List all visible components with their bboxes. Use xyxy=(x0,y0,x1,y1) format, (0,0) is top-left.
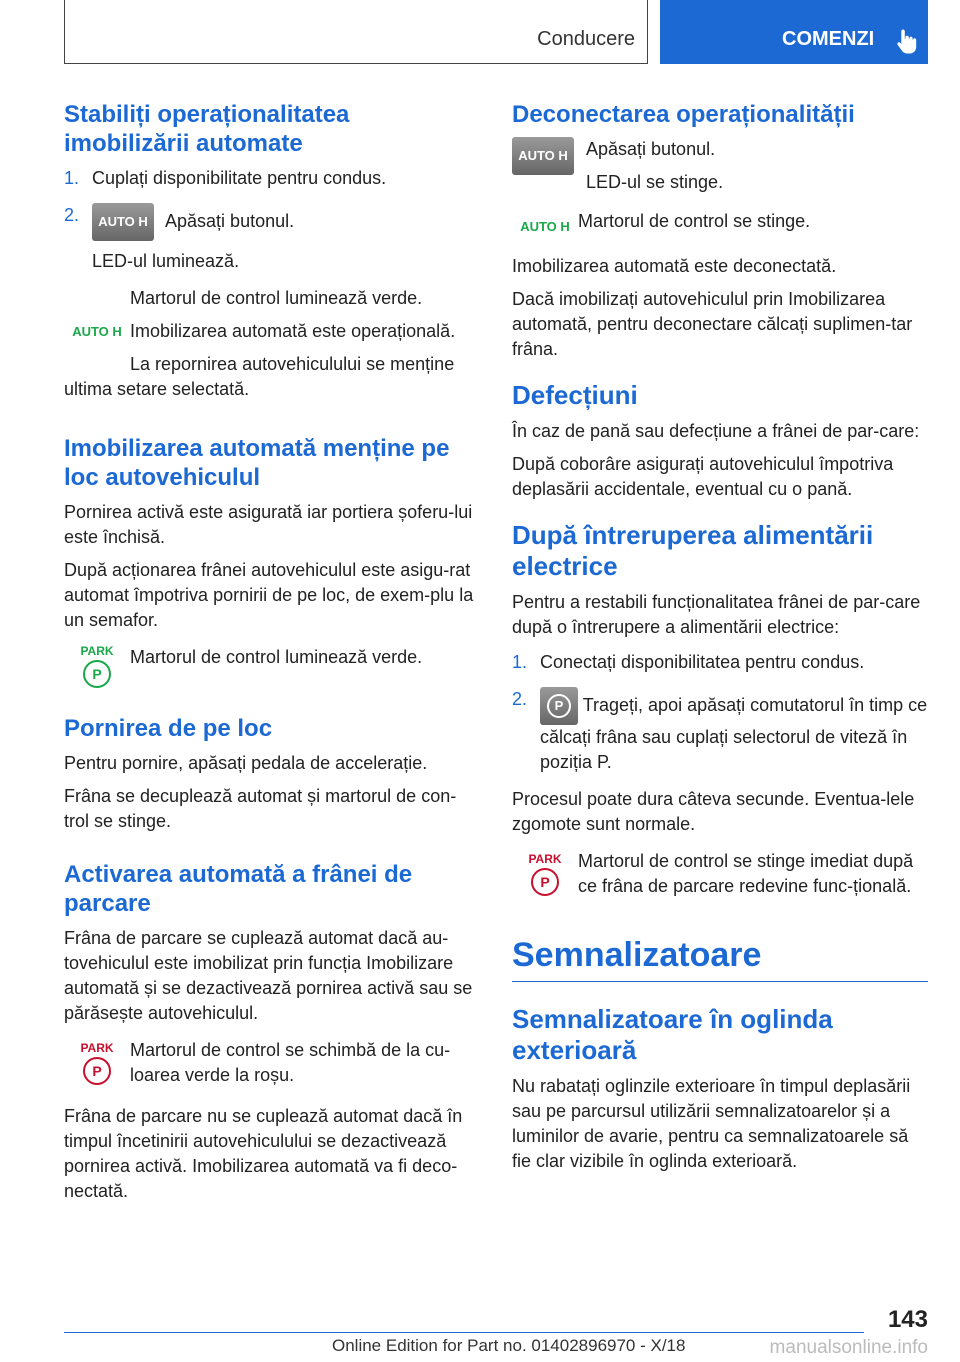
indicator-block: AUTO H Martorul de control luminează verde. Imobilizarea automată este operațională. La repornirea autovehiculului se menține xyxy=(72,288,456,374)
indicator-block: PARK P Martorul de control se stinge imediat după ce frâna de parcare redevine func-țională. xyxy=(528,851,914,896)
hand-pointer-icon xyxy=(896,28,918,54)
auto-h-indicator-icon: AUTO H xyxy=(520,219,570,234)
heading-mentine: Imobilizarea automată menține pe loc autovehiculul xyxy=(64,435,450,491)
indicator-block: AUTO H Apăsați butonul. LED-ul se stinge. xyxy=(512,137,928,195)
list-item: 1. Cuplați disponibilitate pentru condus. xyxy=(64,168,387,188)
park-red-indicator-icon: PARK P xyxy=(528,853,561,896)
tab-comenzi-label: COMENZI xyxy=(782,28,875,50)
auto-h-indicator-icon: AUTO H xyxy=(72,324,122,339)
heading-dupa: După întreruperea alimentării electrice xyxy=(512,520,874,581)
parking-brake-switch-icon: P xyxy=(540,687,578,725)
indicator-block: PARK P Martorul de control se schimbă de la cu-loarea verde la roșu. xyxy=(80,1040,451,1085)
heading-defectiuni: Defecțiuni xyxy=(512,380,638,410)
edition-text: Online Edition for Part no. 01402896970 - X/18 xyxy=(332,1336,686,1355)
list-item: 1. Conectați disponibilitatea pentru condus. xyxy=(512,652,865,672)
section-title: Conducere xyxy=(537,28,635,50)
list-item: 2. P Trageți, apoi apăsați comutatorul în timp ce călcați frâna sau cuplați selectorul de viteză în poziția P. xyxy=(512,689,928,772)
heading-pornirea: Pornirea de pe loc xyxy=(64,715,273,742)
footer-divider xyxy=(64,1332,864,1333)
indicator-block: AUTO H Martorul de control se stinge. xyxy=(520,211,811,234)
auto-h-button-icon: AUTO H xyxy=(512,137,574,175)
section-divider xyxy=(512,981,928,982)
park-red-indicator-icon: PARK P xyxy=(80,1042,113,1085)
heading-deconectarea: Deconectarea operaționalității xyxy=(512,101,855,128)
heading-activarea: Activarea automată a frânei de parcare xyxy=(64,861,413,917)
left-column: Stabiliți operaționalitatea imobilizării automate 1. Cuplați disponibilitate pentru condus. 2. AUTO H Apăsați butonul. LED-ul luminează. AUTO H Martorul de control luminează verde. Imobilizarea automată este operațională. La repornirea autovehiculului se menține ultima setare selectată. Imobilizarea automată menține pe loc autovehiculul Pornirea activă este asigurată iar portiera șoferu-lui este închisă. După acționarea frânei autovehiculul este asigu-rat automat împotriva pornirii de pe loc, de exem-plu la un semafor. PARK P Martorul de control luminează verde. Pornirea de pe loc Pentru pornire, apăsați pedala de accelerație. Frâna se decuplează automat și martorul de con-trol se stinge. Activarea automată a frânei de parcare Frâna de parcare se cuplează automat dacă au-tovehiculul este imobilizat prin funcția Imobilizare automată și se dezactivează pornirea activă sau se părăsește autovehiculul. PARK P Martorul de control se schimbă de la cu-loarea verde la roșu. Frâna de parcare nu se cuplează automat dacă în timpul încetinirii autovehiculului se dezactivează pornirea activă. Imobilizarea automată va fi deco-nectată. xyxy=(64,100,478,1212)
watermark: manualsonline.info xyxy=(769,1337,928,1358)
heading-semnalizatoare: Semnalizatoare xyxy=(512,936,762,974)
section-box xyxy=(64,0,648,64)
auto-h-button-icon: AUTO H xyxy=(92,203,154,241)
heading-oglinda: Semnalizatoare în oglinda exterioară xyxy=(512,1004,833,1065)
page-number: 143 xyxy=(887,1306,928,1333)
right-column: Deconectarea operaționalității AUTO H Apăsați butonul. LED-ul se stinge. AUTO H Martorul de control se stinge. Imobilizarea automată este deconectată. Dacă imobilizați autovehiculul prin Imobilizarea automată, pentru deconectare călcați suplimen-tar frâna. Defecțiuni În caz de pană sau defecțiune a frânei de par-care: După coborâre asigurați autovehiculul împotriva deplasării accidentale, eventual cu o pană. După întreruperea alimentării electrice Pentru a restabili funcționalitatea frânei de par-care după o întrerupere a alimentării electrice: 1. Conectați disponibilitatea pentru condus. 2. P Trageți, apoi apăsați comutatorul în timp ce călcați frâna sau cuplați selectorul de viteză în poziția P. Procesul poate dura câteva secunde. Eventua-lele zgomote sunt normale. PARK P Martorul de control se stinge imediat după ce frâna de parcare redevine func-țională. Semnalizatoare Semnalizatoare în oglinda exterioară Nu rabatați oglinzile exterioare în timpul deplasării sau pe parcursul utilizării semnalizatoarelor și a luminilor de avarie, pentru ca semnalizatoarele să fie clar vizibile în oglinda exterioară. xyxy=(512,101,928,1171)
list-item: 2. AUTO H Apăsați butonul. LED-ul luminează. xyxy=(64,205,295,271)
heading-stabiliti: Stabiliți operaționalitatea imobilizării automate xyxy=(64,101,350,157)
park-green-indicator-icon: PARK P xyxy=(80,645,113,688)
tab-comenzi[interactable] xyxy=(660,0,928,64)
indicator-block: PARK P Martorul de control luminează verde. xyxy=(64,645,478,688)
page-header xyxy=(64,0,928,66)
